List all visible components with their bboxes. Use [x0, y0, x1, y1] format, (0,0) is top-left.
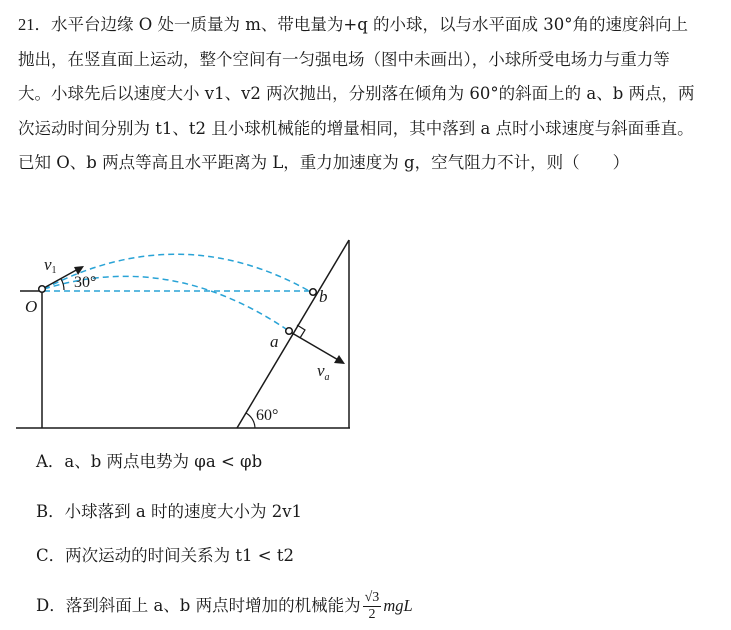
label-60: 60°	[256, 407, 279, 424]
label-va: $v_a$	[317, 361, 330, 383]
ball-b	[310, 289, 317, 296]
question-number: 21．	[18, 15, 51, 34]
option-d-suffix: mgL	[383, 596, 413, 615]
angle-60-arc	[246, 413, 255, 428]
option-b[interactable]: B．小球落到 a 时的速度大小为 2v1	[36, 502, 303, 521]
option-d-fraction: $\frac{√3}{2}$	[364, 590, 380, 622]
label-o: O	[25, 297, 38, 316]
option-a[interactable]: A．a、b 两点电势为 φa < φb	[36, 452, 263, 471]
option-c[interactable]: C．两次运动的时间关系为 t1 < t2	[36, 546, 294, 565]
option-d-prefix: D．落到斜面上 a、b 两点时增加的机械能为	[36, 596, 361, 615]
question-line-3: 大。小球先后以速度大小 v1、v2 两次抛出，分别落在倾角为 60°的斜面上的 a、b 两点，两	[18, 84, 695, 103]
label-a: a	[270, 332, 279, 351]
label-v1: v1	[44, 255, 57, 276]
angle-30-arc	[61, 279, 64, 290]
va-arrowhead	[334, 355, 345, 364]
physics-figure	[0, 230, 380, 435]
question-line-1: 21．水平台边缘 O 处一质量为 m、带电量为+q 的小球，以与水平面成 30°角的速度斜向上	[18, 15, 689, 34]
question-line-2: 抛出，在竖直面上运动，整个空间有一匀强电场（图中未画出），小球所受电场力与重力等	[18, 49, 670, 69]
question-line-5: 已知 O、b 两点等高且水平距离为 L，重力加速度为 g，空气阻力不计，则（ ）	[18, 153, 630, 172]
va-arrow	[292, 333, 340, 361]
label-b: b	[319, 287, 328, 306]
question-line-4: 次运动时间分别为 t1、t2 且小球机械能的增量相同，其中落到 a 点时小球速度与斜面垂直。	[18, 118, 694, 138]
question-stem	[18, 8, 718, 181]
option-d[interactable]	[36, 590, 413, 623]
ball-a	[286, 328, 293, 335]
ball-o	[39, 286, 46, 293]
label-30: 30°	[74, 274, 97, 291]
